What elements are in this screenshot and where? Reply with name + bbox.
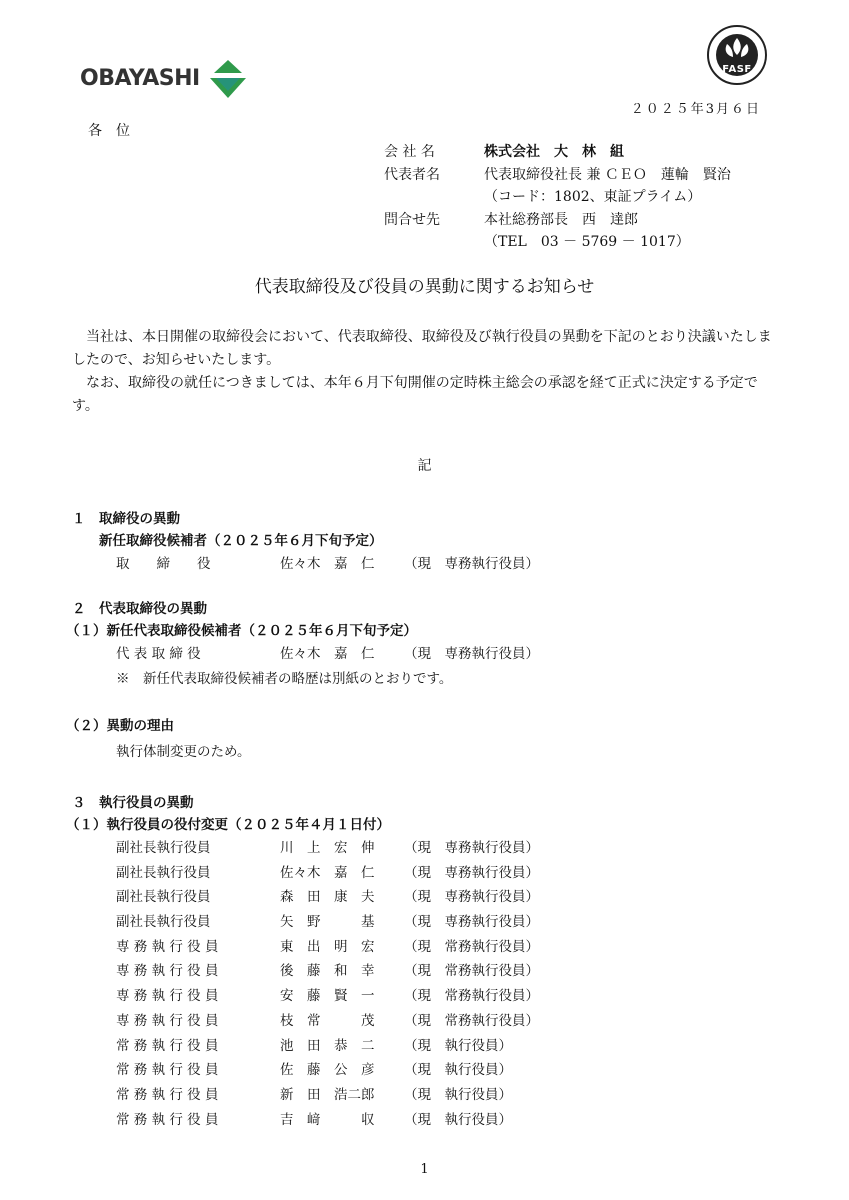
person-name: 吉 﨑 収	[280, 1111, 375, 1128]
table-row	[72, 552, 604, 577]
section-3-heading: ３ 執行役員の異動	[72, 795, 194, 811]
change-reason: 執行体制変更のため。	[116, 743, 251, 760]
stock-code: （コード：1802、東証プライム）	[484, 189, 702, 205]
document-date: ２０２５年3月６日	[630, 102, 761, 117]
role-title: 常 務 執 行 役 員	[116, 1111, 219, 1128]
section-2-sub-1: （１）新任代表取締役候補者（２０２５年６月下旬予定）	[66, 623, 417, 639]
table-row	[72, 959, 604, 984]
previous-role: （現 執行役員）	[404, 1062, 512, 1079]
role-title: 副社長執行役員	[116, 840, 211, 856]
contact-tel: （TEL 03 － 5769 － 1017）	[484, 234, 690, 250]
table-row	[72, 910, 604, 935]
page-number: 1	[420, 1162, 429, 1177]
previous-role: （現 専務執行役員）	[404, 914, 539, 931]
table-row	[72, 885, 604, 910]
company-info	[384, 141, 731, 254]
ki-marker: 記	[417, 458, 432, 474]
table-row	[72, 861, 604, 886]
previous-role: （現 執行役員）	[404, 1086, 512, 1103]
previous-role: （現 専務執行役員）	[404, 556, 539, 572]
table-row	[72, 836, 604, 861]
previous-role: （現 専務執行役員）	[404, 864, 539, 881]
person-name: 川 上 宏 伸	[280, 840, 375, 856]
role-title: 副社長執行役員	[116, 889, 211, 906]
company-name-label: 会 社 名	[384, 144, 435, 160]
previous-role: （現 専務執行役員）	[404, 840, 539, 856]
previous-role: （現 執行役員）	[404, 1111, 512, 1128]
body-paragraph-1: 当社は、本日開催の取締役会において、代表取締役、取締役及び執行役員の異動を下記のとおり決議いたしましたので、お知らせいたします。	[72, 329, 772, 368]
section-1-subheading: 新任取締役候補者（２０２５年６月下旬予定）	[72, 533, 383, 549]
person-name: 新 田 浩二郎	[280, 1086, 375, 1103]
table-row	[72, 1034, 604, 1059]
section-2-sub-2: （２）異動の理由	[66, 717, 174, 734]
document-title: 代表取締役及び役員の異動に関するお知らせ	[254, 277, 595, 297]
body-text	[72, 326, 782, 418]
officer-list	[72, 836, 604, 1132]
section-directors	[72, 508, 604, 577]
contact-person: 本社総務部長 西 達郎	[484, 211, 638, 228]
person-name: 枝 常 茂	[280, 1012, 375, 1029]
table-row	[72, 642, 604, 667]
person-name: 池 田 恭 二	[280, 1037, 375, 1054]
biography-note: ※ 新任代表取締役候補者の略歴は別紙のとおりです。	[116, 670, 453, 687]
role-title: 副社長執行役員	[116, 864, 211, 881]
person-name: 後 藤 和 幸	[280, 963, 375, 980]
person-name: 佐 藤 公 彦	[280, 1062, 375, 1079]
representative-label: 代表者名	[384, 166, 440, 183]
table-row	[72, 1058, 604, 1083]
table-row	[72, 1083, 604, 1108]
table-row	[72, 935, 604, 960]
obayashi-mark-icon	[208, 58, 248, 100]
section-1-heading: １ 取締役の異動	[72, 511, 180, 527]
role-title: 専 務 執 行 役 員	[116, 988, 219, 1005]
section-3-sub-1: （１）執行役員の役付変更（２０２５年４月１日付）	[66, 817, 390, 833]
previous-role: （現 執行役員）	[404, 1037, 512, 1054]
fasf-label: FASF	[722, 64, 752, 75]
contact-label: 問合せ先	[384, 211, 440, 228]
previous-role: （現 専務執行役員）	[404, 646, 539, 662]
body-paragraph-2: なお、取締役の就任につきましては、本年６月下旬開催の定時株主総会の承認を経て正式に決定する予定です。	[72, 375, 758, 414]
person-name: 佐々木 嘉 仁	[280, 864, 375, 881]
person-name: 矢 野 基	[280, 914, 375, 931]
role-title: 専 務 執 行 役 員	[116, 963, 219, 980]
table-row	[72, 1108, 604, 1133]
obayashi-logo	[80, 58, 260, 102]
section-representative-directors	[66, 598, 604, 767]
role-title: 常 務 執 行 役 員	[116, 1086, 219, 1103]
fasf-seal	[706, 24, 768, 86]
previous-role: （現 専務執行役員）	[404, 889, 539, 906]
company-name: 株式会社 大 林 組	[484, 144, 624, 160]
person-name: 森 田 康 夫	[280, 889, 375, 906]
previous-role: （現 常務執行役員）	[404, 1012, 539, 1029]
role-title: 副社長執行役員	[116, 914, 211, 931]
section-executive-officers	[66, 792, 604, 1132]
role-title: 常 務 執 行 役 員	[116, 1037, 219, 1054]
role-title: 専 務 執 行 役 員	[116, 938, 219, 955]
addressee: 各位	[88, 123, 144, 139]
logo-text: OBAYASHI	[80, 66, 200, 91]
role-title: 専 務 執 行 役 員	[116, 1012, 219, 1029]
person-name: 安 藤 賢 一	[280, 988, 375, 1005]
person-name: 東 出 明 宏	[280, 938, 375, 955]
role-title: 常 務 執 行 役 員	[116, 1062, 219, 1079]
table-row	[72, 1009, 604, 1034]
previous-role: （現 常務執行役員）	[404, 963, 539, 980]
role-title: 取 締 役	[116, 556, 211, 572]
representative-name: 代表取締役社長 兼 ＣＥＯ 蓮輪 賢治	[484, 166, 731, 183]
role-title: 代 表 取 締 役	[116, 646, 201, 662]
person-name: 佐々木 嘉 仁	[280, 556, 375, 572]
section-2-heading: ２ 代表取締役の異動	[72, 601, 207, 617]
previous-role: （現 常務執行役員）	[404, 938, 539, 955]
fasf-seal-icon	[706, 24, 768, 86]
table-row	[72, 984, 604, 1009]
person-name: 佐々木 嘉 仁	[280, 646, 375, 662]
previous-role: （現 常務執行役員）	[404, 988, 539, 1005]
